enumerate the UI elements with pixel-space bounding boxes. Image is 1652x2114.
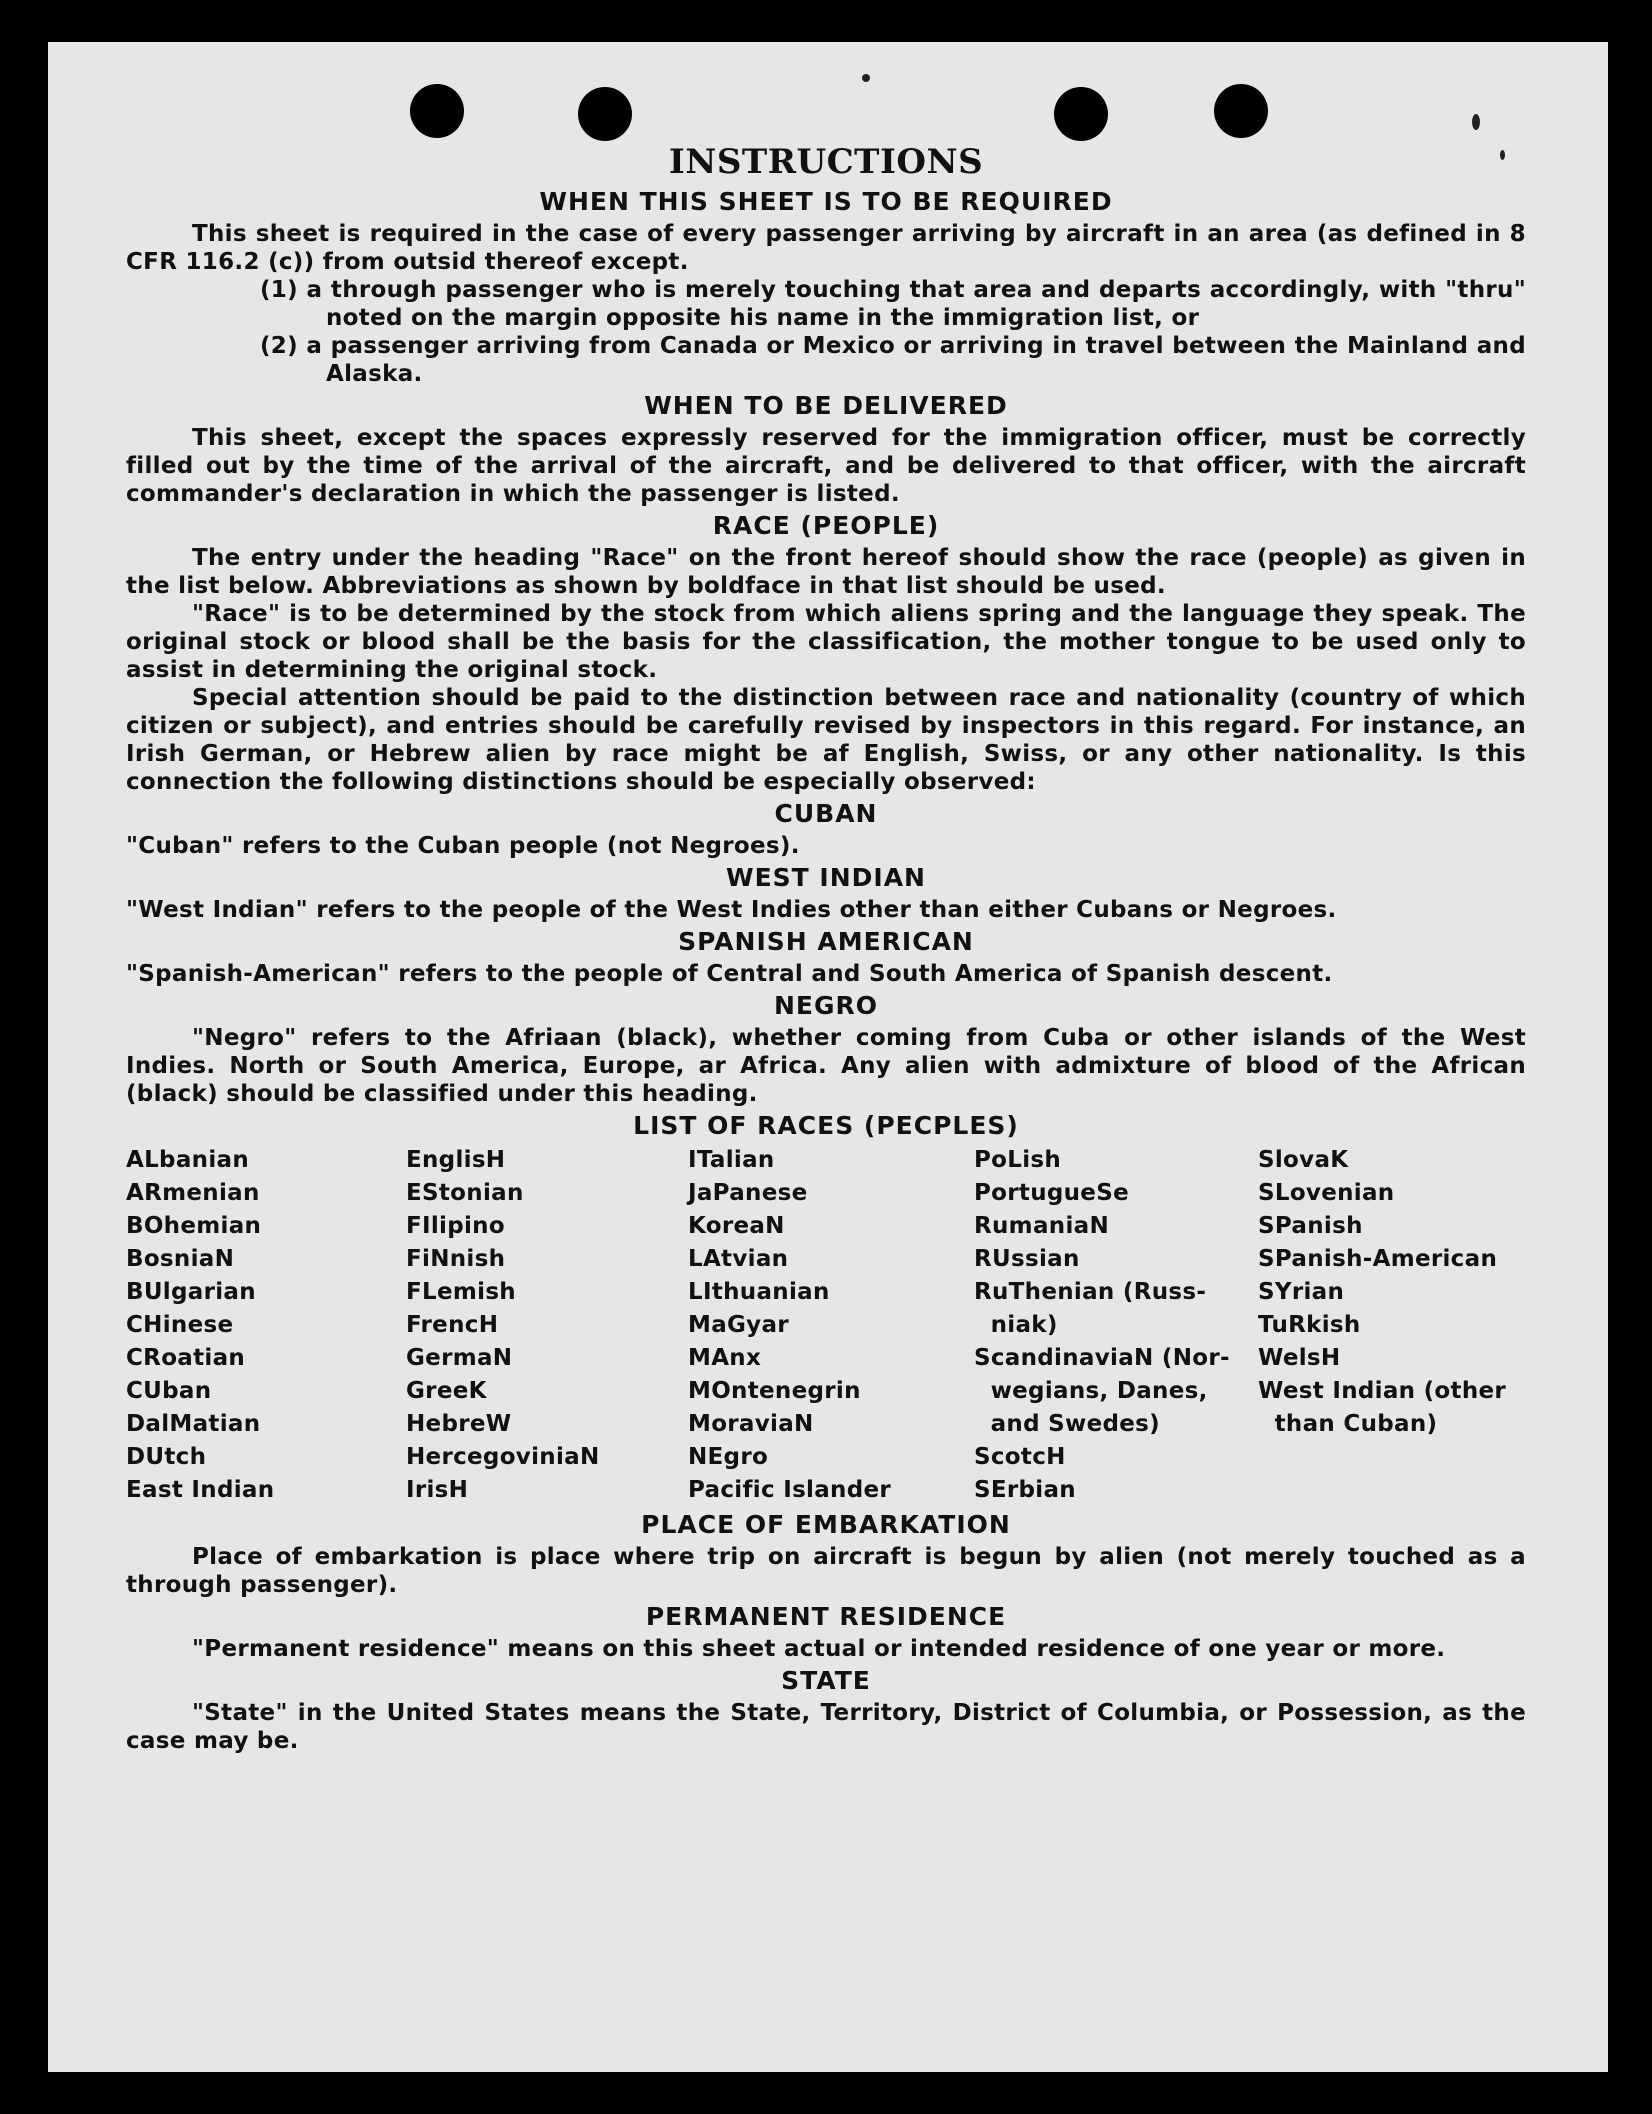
race-entry: PoLish <box>974 1147 1062 1173</box>
race-entry: JaPanese <box>688 1180 808 1206</box>
race-entry: East Indian <box>126 1477 275 1503</box>
race-entry: PortugueSe <box>974 1180 1129 1206</box>
race-entry: SPanish-American <box>1258 1246 1498 1272</box>
race-entry: niak) <box>974 1312 1058 1338</box>
punch-hole-2 <box>578 87 632 141</box>
heading-delivered: WHEN TO BE DELIVERED <box>644 391 1008 420</box>
heading-spanish-american: SPANISH AMERICAN <box>678 927 974 956</box>
race-entry: ScandinaviaN (Nor- <box>974 1345 1230 1371</box>
required-item-1: (1) a through passenger who is merely touching that area and departs accordingly, with "thru" noted on the margin opposite his name in the immigration list, or <box>260 277 1526 331</box>
race-entry: MAnx <box>688 1345 762 1371</box>
race-entry: LIthuanian <box>688 1279 830 1305</box>
race-entry: SErbian <box>974 1477 1076 1503</box>
race-entry: HebreW <box>406 1411 512 1437</box>
races-column-5 <box>1258 1144 1518 1507</box>
document-sheet <box>48 42 1608 2072</box>
negro-text: "Negro" refers to the Afriaan (black), whether coming from Cuba or other islands of the West Indies. North or South America, Europe, ar Africa. Any alien with admixture of blood of the African (black) should be classified under this heading. <box>126 1025 1526 1107</box>
race-entry: CUban <box>126 1378 212 1404</box>
heading-state: STATE <box>781 1666 871 1695</box>
race-entry: wegians, Danes, <box>974 1378 1208 1404</box>
race-entry: BOhemian <box>126 1213 262 1239</box>
punch-hole-4 <box>1214 84 1268 138</box>
race-entry: ARmenian <box>126 1180 260 1206</box>
race-entry: than Cuban) <box>1258 1411 1438 1437</box>
heading-required: WHEN THIS SHEET IS TO BE REQUIRED <box>539 187 1113 216</box>
required-item-2: (2) a passenger arriving from Canada or Mexico or arriving in travel between the Mainland and Alaska. <box>260 333 1526 387</box>
race-entry: DUtch <box>126 1444 207 1470</box>
race-entry: RUssian <box>974 1246 1080 1272</box>
race-paragraph-2: "Race" is to be determined by the stock from which aliens spring and the language they speak. The original stock or blood shall be the basis for the classification, the mother tongue to be used only to assist in determining the original stock. <box>126 601 1526 683</box>
race-entry: FLemish <box>406 1279 516 1305</box>
race-entry: SYrian <box>1258 1279 1345 1305</box>
spanish-american-text: "Spanish-American" refers to the people of Central and South America of Spanish descent. <box>126 961 1333 987</box>
race-entry: SlovaK <box>1258 1147 1349 1173</box>
cuban-text: "Cuban" refers to the Cuban people (not Negroes). <box>126 833 800 859</box>
instructions-content <box>126 142 1526 1755</box>
heading-embarkation: PLACE OF EMBARKATION <box>641 1510 1011 1539</box>
races-column-2 <box>406 1144 688 1507</box>
race-entry: NEgro <box>688 1444 769 1470</box>
race-entry: GermaN <box>406 1345 513 1371</box>
punch-hole-1 <box>410 84 464 138</box>
race-entry: EnglisH <box>406 1147 506 1173</box>
race-entry: MoraviaN <box>688 1411 814 1437</box>
heading-list-of-races: LIST OF RACES (PECPLES) <box>633 1111 1019 1140</box>
state-text: "State" in the United States means the State, Territory, District of Columbia, or Possession, as the case may be. <box>126 1700 1526 1754</box>
race-entry: FiNnish <box>406 1246 506 1272</box>
race-entry: Pacific Islander <box>688 1477 892 1503</box>
race-entry: WelsH <box>1258 1345 1341 1371</box>
heading-west-indian: WEST INDIAN <box>726 863 926 892</box>
race-entry: FrencH <box>406 1312 499 1338</box>
race-entry: BosniaN <box>126 1246 235 1272</box>
page-title: INSTRUCTIONS <box>668 142 984 182</box>
race-entry: SLovenian <box>1258 1180 1395 1206</box>
race-entry: ITalian <box>688 1147 775 1173</box>
race-entry: IrisH <box>406 1477 469 1503</box>
race-entry: RuThenian (Russ- <box>974 1279 1207 1305</box>
races-column-4 <box>974 1144 1258 1507</box>
race-entry: CHinese <box>126 1312 234 1338</box>
race-entry: GreeK <box>406 1378 487 1404</box>
race-entry: FIlipino <box>406 1213 505 1239</box>
race-entry: SPanish <box>1258 1213 1363 1239</box>
heading-cuban: CUBAN <box>774 799 878 828</box>
race-entry: HercegoviniaN <box>406 1444 600 1470</box>
race-entry: ALbanian <box>126 1147 249 1173</box>
race-paragraph-3: Special attention should be paid to the distinction between race and nationality (country of which citizen or subject), and entries should be carefully revised by inspectors in this regard. For instance, an Irish German, or Hebrew alien by race might be af English, Swiss, or any other nationality. Is this connection the following distinctions should be especially observed: <box>126 685 1526 795</box>
race-entry: KoreaN <box>688 1213 785 1239</box>
race-entry: ScotcH <box>974 1444 1066 1470</box>
race-paragraph-1: The entry under the heading "Race" on the front hereof should show the race (people) as given in the list below. Abbreviations as shown by boldface in that list should be used. <box>126 545 1526 599</box>
west-indian-text: "West Indian" refers to the people of the West Indies other than either Cubans or Negroes. <box>126 897 1337 923</box>
race-entry: BUlgarian <box>126 1279 256 1305</box>
races-list <box>126 1144 1526 1507</box>
embarkation-text: Place of embarkation is place where trip on aircraft is begun by alien (not merely touched as a through passenger). <box>126 1544 1526 1598</box>
race-entry: EStonian <box>406 1180 524 1206</box>
race-entry: LAtvian <box>688 1246 789 1272</box>
punch-hole-3 <box>1054 87 1108 141</box>
required-text: This sheet is required in the case of every passenger arriving by aircraft in an area (as defined in 8 CFR 116.2 (c)) from outsid thereof except. <box>126 221 1526 275</box>
heading-negro: NEGRO <box>773 991 879 1020</box>
race-entry: West Indian (other <box>1258 1378 1507 1404</box>
race-entry: and Swedes) <box>974 1411 1160 1437</box>
delivered-text: This sheet, except the spaces expressly reserved for the immigration officer, must be correctly filled out by the time of the arrival of the aircraft, and be delivered to that officer, with the aircraft commander's declaration in which the passenger is listed. <box>126 425 1526 507</box>
race-entry: MaGyar <box>688 1312 789 1338</box>
race-entry: DalMatian <box>126 1411 261 1437</box>
residence-text: "Permanent residence" means on this sheet actual or intended residence of one year or more. <box>192 1636 1446 1662</box>
speck <box>1472 114 1480 130</box>
race-entry: TuRkish <box>1258 1312 1361 1338</box>
races-column-1 <box>126 1144 406 1507</box>
heading-race: RACE (PEOPLE) <box>712 511 940 540</box>
race-entry: MOntenegrin <box>688 1378 861 1404</box>
heading-permanent-residence: PERMANENT RESIDENCE <box>645 1602 1007 1631</box>
race-entry: CRoatian <box>126 1345 246 1371</box>
race-entry: RumaniaN <box>974 1213 1109 1239</box>
speck <box>862 74 870 82</box>
races-column-3 <box>688 1144 974 1507</box>
